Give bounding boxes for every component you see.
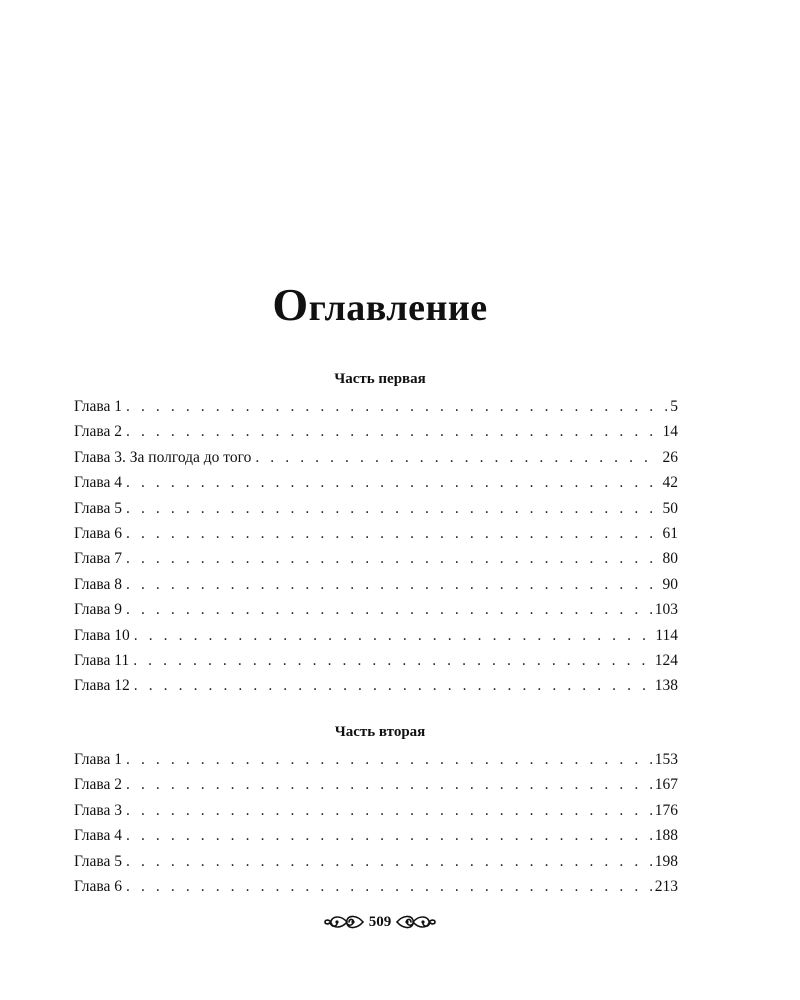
toc-entry-label: Глава 6: [74, 877, 123, 895]
toc-entry-page: 188: [654, 827, 678, 845]
toc-entry-label: Глава 1: [74, 398, 123, 415]
toc-dot-leader: [133, 652, 652, 670]
scroll-ornament-icon: [395, 911, 437, 933]
toc-entry: [74, 423, 678, 448]
toc-entry: [74, 878, 678, 903]
toc-entry-page: 124: [654, 651, 678, 669]
toc-entry-label: Глава 3. За полгода до того: [74, 448, 252, 466]
toc-entry: [74, 677, 678, 702]
toc-part-one-list: [74, 398, 678, 703]
page-title: [0, 278, 760, 331]
toc-dot-leader: [134, 677, 652, 695]
toc-dot-leader: [126, 853, 652, 871]
toc-entry-page: 90: [662, 575, 678, 593]
toc-entry-page: 50: [662, 499, 678, 517]
toc-entry-label: Глава 10: [74, 626, 130, 644]
toc-entry-page: 167: [654, 776, 678, 794]
toc-entry-label: Глава 8: [74, 575, 123, 593]
toc-entry: [74, 449, 678, 474]
toc-dot-leader: [134, 627, 653, 645]
toc-entry-label: Глава 7: [74, 550, 123, 568]
page-footer: [0, 911, 760, 933]
toc-dot-leader: [126, 802, 652, 820]
toc-dot-leader: [255, 449, 659, 467]
toc-dot-leader: [126, 423, 659, 441]
toc-entry-label: Глава 9: [74, 601, 123, 619]
toc-entry: [74, 398, 678, 423]
toc-entry-page: 114: [655, 626, 678, 644]
toc-dot-leader: [126, 601, 652, 619]
toc-entry: [74, 550, 678, 575]
toc-entry-label: Глава 2: [74, 776, 123, 794]
toc-entry-page: 153: [654, 751, 678, 768]
toc-dot-leader: [126, 878, 652, 896]
toc-part-two-list: [74, 751, 678, 903]
toc-dot-leader: [126, 576, 659, 594]
toc-entry-label: Глава 5: [74, 852, 123, 870]
part-one-heading: Часть первая: [334, 371, 426, 387]
toc-dot-leader: [126, 827, 652, 845]
toc-entry-label: Глава 5: [74, 499, 123, 517]
page-title-rest: главление: [308, 287, 488, 329]
toc-entry-page: 213: [654, 877, 678, 895]
toc-entry-label: Глава 2: [74, 423, 123, 441]
toc-entry: [74, 853, 678, 878]
toc-entry-label: Глава 4: [74, 827, 123, 845]
toc-entry: [74, 627, 678, 652]
toc-entry-page: 26: [662, 448, 678, 466]
toc-entry-label: Глава 12: [74, 677, 130, 695]
toc-entry: [74, 601, 678, 626]
toc-entry-page: 138: [654, 677, 678, 695]
toc-entry-label: Глава 6: [74, 524, 123, 542]
toc-entry-label: Глава 11: [74, 651, 130, 669]
toc-entry: [74, 802, 678, 827]
page-title-initial: О: [272, 279, 309, 330]
toc-entry-page: 176: [654, 801, 678, 819]
toc-entry-label: Глава 4: [74, 474, 123, 492]
toc-entry-label: Глава 3: [74, 801, 123, 819]
part-two-heading: Часть вторая: [334, 724, 426, 740]
toc-dot-leader: [126, 525, 659, 543]
scroll-ornament-icon: [323, 911, 365, 933]
toc-dot-leader: [126, 474, 659, 492]
toc-entry-page: 14: [662, 423, 678, 441]
toc-entry: [74, 474, 678, 499]
toc-entry: [74, 525, 678, 550]
toc-dot-leader: [126, 751, 652, 769]
toc-dot-leader: [126, 550, 659, 568]
page-number: 509: [368, 913, 392, 930]
toc-entry: [74, 576, 678, 601]
toc-entry: [74, 500, 678, 525]
toc-entry-page: 198: [654, 852, 678, 870]
toc-entry-page: 5: [670, 398, 678, 415]
toc-entry-page: 80: [662, 550, 678, 568]
toc-entry-page: 61: [662, 524, 678, 542]
toc-entry: [74, 827, 678, 852]
toc-entry: [74, 652, 678, 677]
toc-dot-leader: [126, 398, 667, 416]
toc-dot-leader: [126, 776, 652, 794]
toc-entry-page: 42: [662, 474, 678, 492]
toc-entry-label: Глава 1: [74, 751, 123, 768]
toc-entry-page: 103: [654, 601, 678, 619]
toc-dot-leader: [126, 500, 659, 518]
toc-entry: [74, 776, 678, 801]
toc-entry: [74, 751, 678, 776]
